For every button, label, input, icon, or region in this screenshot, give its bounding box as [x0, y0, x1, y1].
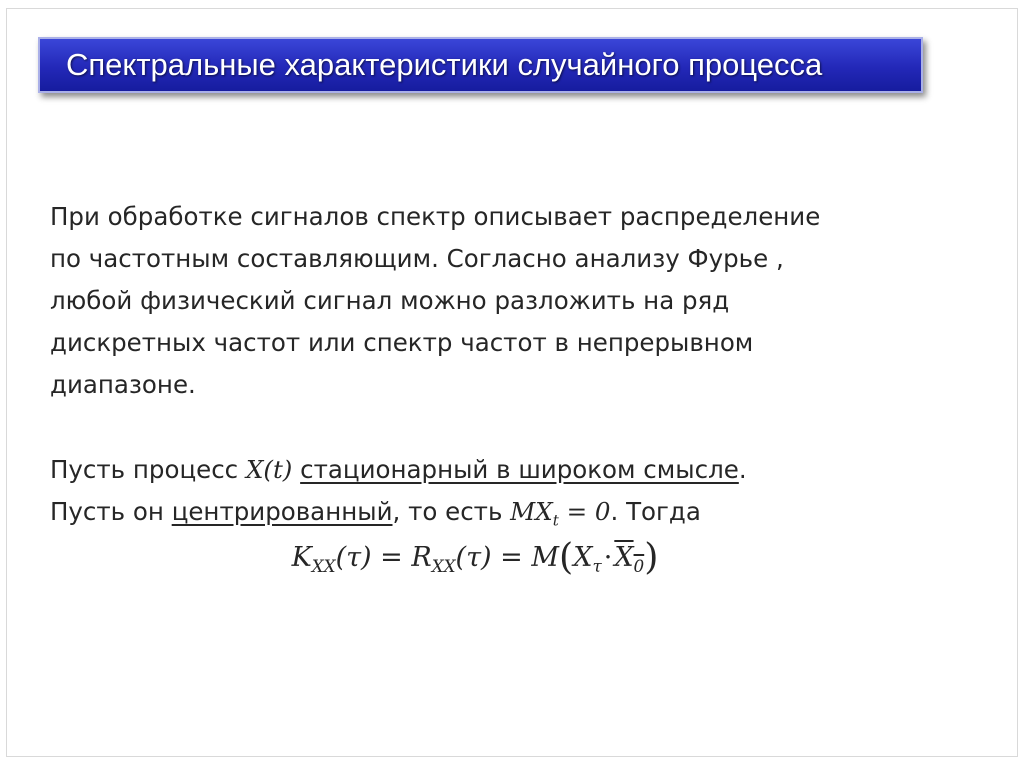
formula-x0-sub: 0 — [633, 555, 645, 576]
formula-x-tau-sub: τ — [592, 555, 602, 576]
math-expectation — [510, 497, 611, 530]
math-x-of-t: X(t) — [245, 455, 293, 484]
paragraph-intro — [50, 196, 950, 406]
formula-k-sub: XX — [311, 555, 336, 576]
paragraph-line: любой физический сигнал можно разложить на ряд — [50, 286, 730, 315]
formula-x-tau: X — [573, 542, 593, 574]
covariance-formula — [0, 535, 950, 578]
link-centered[interactable]: центрированный — [171, 497, 393, 526]
slide-title: Спектральные характеристики случайного процесса — [66, 47, 823, 82]
definition-line-2 — [50, 491, 950, 541]
math-mx: MX — [510, 497, 553, 526]
text-fragment: , то есть — [392, 497, 511, 526]
paragraph-line: по частотным составляющим. Согласно анализу Фурье , — [50, 244, 784, 273]
paragraph-line: При обработке сигналов спектр описывает распределение — [50, 202, 821, 231]
formula-r-sub: XX — [431, 555, 456, 576]
formula-r: R — [411, 542, 432, 574]
formula-x0: X — [614, 542, 634, 574]
definition-line-1 — [50, 449, 950, 491]
paragraph-line: диапазоне. — [50, 370, 196, 399]
paragraph-line: дискретных частот или спектр частот в непрерывном — [50, 328, 754, 357]
link-wide-sense-stationary[interactable]: стационарный в широком смысле — [300, 455, 739, 484]
formula-dot: · — [603, 542, 613, 574]
close-paren: ) — [644, 535, 659, 578]
math-equals-zero: = 0 — [558, 497, 611, 526]
formula-r-arg: (τ) = M — [455, 542, 559, 574]
text-fragment: . — [738, 455, 747, 484]
formula-k: K — [291, 542, 312, 574]
text-fragment: Пусть он — [50, 497, 172, 526]
text-fragment: . Тогда — [610, 497, 701, 526]
open-paren: ( — [559, 535, 574, 578]
formula-x0-conjugate — [614, 542, 645, 576]
text-fragment: Пусть процесс — [50, 455, 246, 484]
paragraph-definition — [50, 449, 950, 541]
title-bar — [38, 37, 923, 93]
math-sub-t: t — [552, 511, 559, 530]
formula-k-arg: (τ) = — [335, 542, 412, 574]
